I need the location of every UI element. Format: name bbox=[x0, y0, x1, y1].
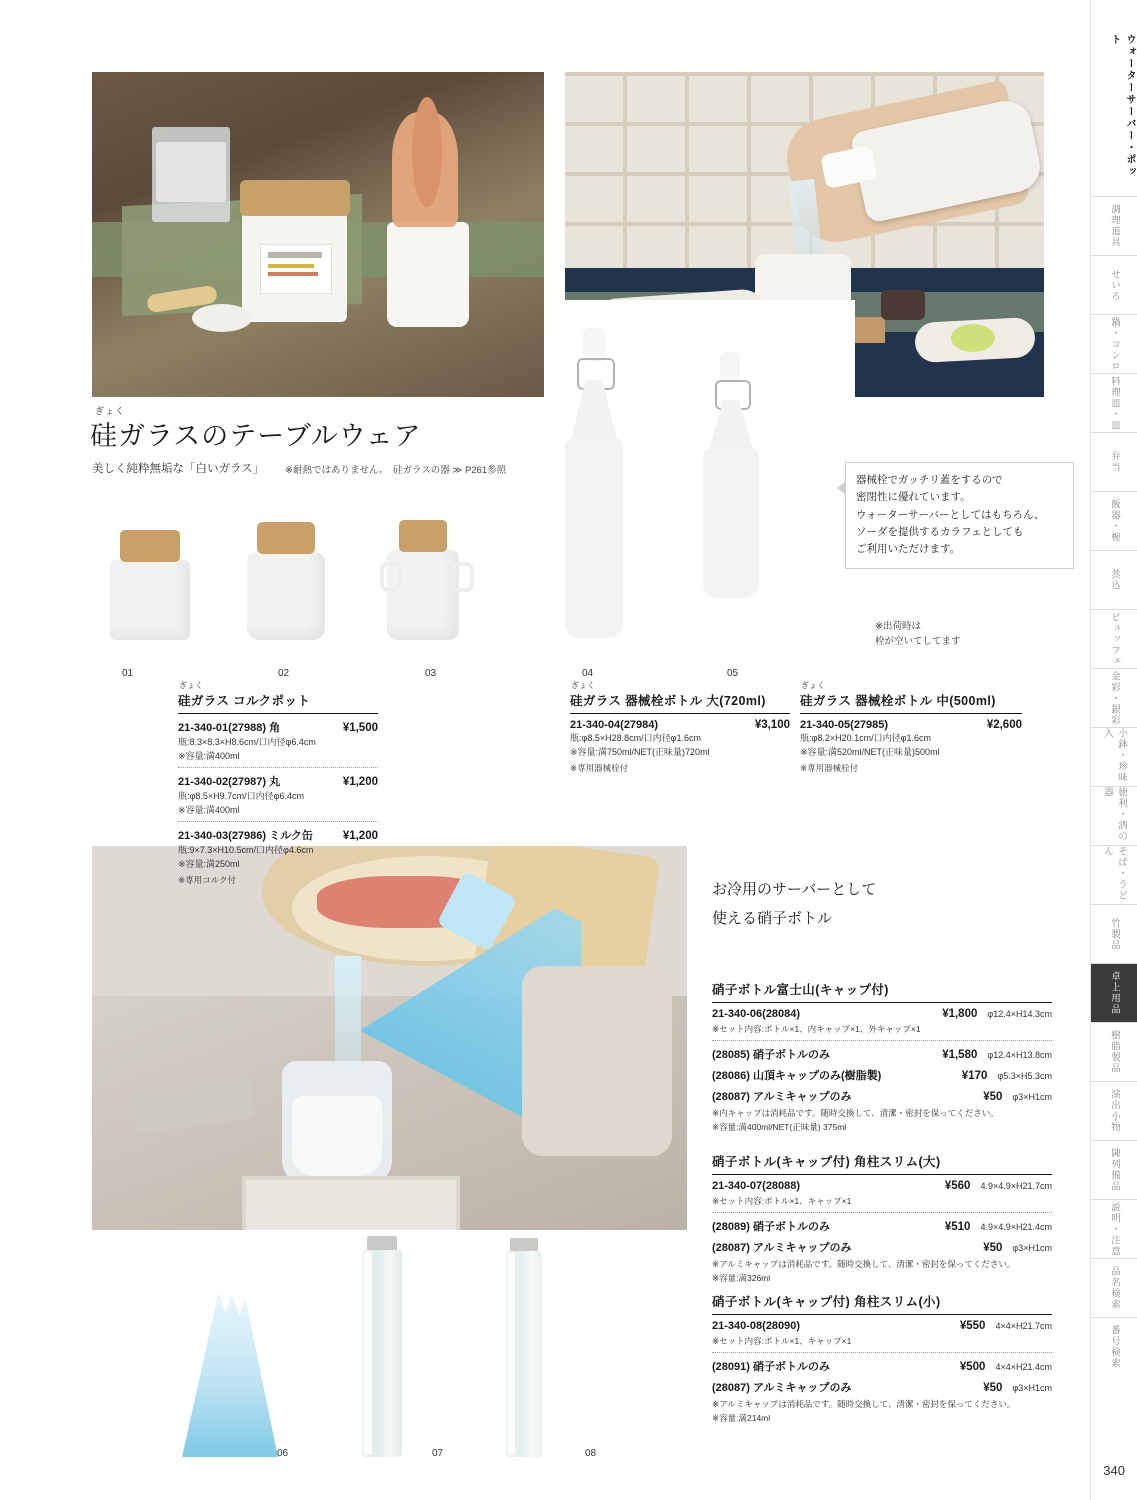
spec-corkpot-ruby: ぎょく bbox=[179, 681, 203, 690]
item-price: ¥500 bbox=[959, 1360, 986, 1373]
page-reference[interactable]: 硅ガラスの器 ≫ P261参照 bbox=[393, 465, 507, 476]
title-ruby: ぎょく bbox=[95, 406, 126, 416]
spec-kikaisen-large-ruby: ぎょく bbox=[571, 681, 595, 690]
table-row bbox=[712, 1180, 1052, 1192]
figure-label-01: 01 bbox=[122, 668, 134, 679]
rail-item-18[interactable]: 品名検索 bbox=[1091, 1258, 1137, 1317]
table-row bbox=[712, 1239, 1052, 1255]
item-dimension: 4.9×4.9×H21.7cm bbox=[980, 1181, 1052, 1191]
figure-label-06: 06 bbox=[277, 1448, 289, 1459]
item-price: ¥510 bbox=[944, 1220, 971, 1233]
item-price: ¥550 bbox=[959, 1320, 986, 1332]
callout-line-1: 器械栓でガッチリ蓋をするので bbox=[856, 474, 1003, 486]
item-code[interactable]: 21-340-08(28090) bbox=[712, 1320, 801, 1332]
item-code[interactable]: (28086) 山頂キャップのみ(樹脂製) bbox=[712, 1069, 882, 1082]
spec-kikaisen-medium-ruby: ぎょく bbox=[801, 681, 825, 690]
item-dimension: 4×4×H21.7cm bbox=[995, 1321, 1052, 1331]
rail-item-1[interactable]: せいろ bbox=[1091, 255, 1137, 314]
set-contents: ※セット内容:ボトル×1、内キャップ×1、外キャップ×1 bbox=[712, 1024, 921, 1034]
bottle-kakuchu-sho-title: 硝子ボトル(キャップ付) 角柱スリム(小) bbox=[712, 1295, 941, 1309]
item-price: ¥1,800 bbox=[942, 1008, 978, 1020]
table-row bbox=[178, 827, 378, 843]
item-price: ¥1,500 bbox=[342, 722, 378, 734]
rail-item-2[interactable]: 鍋・コンロ bbox=[1091, 314, 1137, 373]
spec-corkpot bbox=[178, 680, 378, 887]
set-contents: ※セット内容:ボトル×1、キャップ×1 bbox=[712, 1336, 852, 1346]
item-dimension: 瓶:9×7.3×H10.5cm/口内径φ4.6cm ※容量:満250ml bbox=[178, 845, 314, 869]
table-row bbox=[712, 1218, 1052, 1234]
spec-kikaisen-large-title: 硅ガラス 器械栓ボトル 大(720ml) bbox=[570, 694, 766, 708]
item-code[interactable]: 21-340-07(28088) bbox=[712, 1180, 801, 1192]
item-code[interactable]: (28087) アルミキャップのみ bbox=[712, 1381, 852, 1394]
rail-item-7[interactable]: ビュッフェ bbox=[1091, 609, 1137, 668]
item-dimension: 4.9×4.9×H21.4cm bbox=[980, 1221, 1052, 1232]
shipping-note-line-1: ※出荷時は bbox=[875, 621, 921, 632]
spec-kikaisen-large bbox=[570, 680, 790, 775]
item-price: ¥1,580 bbox=[942, 1048, 978, 1061]
item-code[interactable]: (28089) 硝子ボトルのみ bbox=[712, 1220, 830, 1233]
item-dimension: φ12.4×H13.8cm bbox=[987, 1049, 1052, 1060]
rail-item-12[interactable]: 竹製品 bbox=[1091, 904, 1137, 963]
item-dimension: 瓶:φ8.2×H20.1cm/口内径φ1.6cm ※容量:満520ml/NET(正味量)500ml bbox=[800, 733, 940, 757]
item-dimension: φ3×H1cm bbox=[1012, 1382, 1052, 1393]
item-price: ¥2,600 bbox=[986, 719, 1022, 731]
item-code[interactable]: 21-340-03(27986) ミルク缶 bbox=[178, 830, 313, 842]
item-price: ¥50 bbox=[983, 1241, 1003, 1254]
rail-item-17[interactable]: 説明・注意 bbox=[1091, 1199, 1137, 1258]
item-dimension: φ12.4×H14.3cm bbox=[987, 1009, 1052, 1019]
table-row bbox=[570, 719, 790, 731]
bottle-note-2: ※容量:満214ml bbox=[712, 1412, 771, 1423]
rail-item-8[interactable]: 金彩・銀彩 bbox=[1091, 668, 1137, 727]
photo-glass-bottles-lineup bbox=[92, 1230, 687, 1470]
rail-item-9[interactable]: 小鉢・珍味入 bbox=[1091, 727, 1137, 786]
item-code[interactable]: 21-340-04(27984) bbox=[570, 719, 659, 731]
item-dimension: 瓶:φ8.5×H28.8cm/口内径φ1.6cm ※容量:満750ml/NET(正味量)720ml bbox=[570, 733, 710, 757]
product-silhouettes-01-03 bbox=[92, 500, 547, 680]
lead-copy bbox=[712, 876, 876, 933]
item-price: ¥170 bbox=[961, 1069, 988, 1082]
rail-heading: ウォーターサーバー・ポット bbox=[1109, 34, 1135, 178]
bottle-note-1: ※アルミキャップは消耗品です。随時交換して、清潔・密封を保ってください。 bbox=[712, 1258, 1016, 1269]
bottle-note-2: ※容量:満400ml/NET(正味量) 375ml bbox=[712, 1121, 847, 1132]
photo-white-bottles bbox=[565, 300, 855, 692]
item-dimension: φ3×H1cm bbox=[1012, 1091, 1052, 1102]
table-row bbox=[712, 1008, 1052, 1020]
table-row bbox=[712, 1067, 1052, 1083]
table-row bbox=[712, 1046, 1052, 1062]
page-title: 硅ガラスのテーブルウェア bbox=[90, 421, 422, 451]
rail-item-14[interactable]: 樹脂製品 bbox=[1091, 1022, 1137, 1081]
bottle-kakuchu-dai-title: 硝子ボトル(キャップ付) 角柱スリム(大) bbox=[712, 1155, 941, 1169]
item-dimension: 4×4×H21.4cm bbox=[995, 1361, 1052, 1372]
table-row bbox=[178, 719, 378, 735]
lead-line-1: お冷用のサーバーとして bbox=[712, 882, 877, 898]
photo-blue-bottle-pouring bbox=[92, 846, 687, 1266]
photo-table-scene bbox=[92, 72, 544, 397]
table-row bbox=[712, 1088, 1052, 1104]
spec-corkpot-title: 硅ガラス コルクポット bbox=[178, 694, 311, 708]
spec-bottle-kakuchu-sho bbox=[712, 1292, 1052, 1424]
rail-item-0[interactable]: 調理道具 bbox=[1091, 196, 1137, 255]
rail-item-4[interactable]: 弁当 bbox=[1091, 432, 1137, 491]
item-price: ¥1,200 bbox=[342, 830, 378, 842]
table-row bbox=[712, 1358, 1052, 1374]
group-footnote: ※専用器械栓付 bbox=[570, 763, 629, 773]
item-code[interactable]: (28091) 硝子ボトルのみ bbox=[712, 1360, 830, 1373]
item-price: ¥560 bbox=[944, 1180, 971, 1192]
figure-label-03: 03 bbox=[425, 668, 437, 679]
rail-item-5[interactable]: 飯器・椀 bbox=[1091, 491, 1137, 550]
table-row bbox=[712, 1320, 1052, 1332]
rail-item-list bbox=[1091, 196, 1137, 1376]
callout-line-2: 密閉性に優れています。 bbox=[856, 491, 971, 504]
item-dimension: φ5.3×H5.3cm bbox=[997, 1070, 1052, 1081]
figure-label-08: 08 bbox=[585, 1448, 597, 1459]
rail-item-3[interactable]: 料理皿・皿 bbox=[1091, 373, 1137, 432]
bottle-fujisan-title: 硝子ボトル富士山(キャップ付) bbox=[712, 983, 889, 997]
rail-item-15[interactable]: 演出小物 bbox=[1091, 1081, 1137, 1140]
item-price: ¥50 bbox=[983, 1381, 1003, 1394]
bottle-note-1: ※アルミキャップは消耗品です。随時交換して、清潔・密封を保ってください。 bbox=[712, 1398, 1016, 1409]
item-price: ¥50 bbox=[983, 1090, 1003, 1103]
spec-kikaisen-medium-title: 硅ガラス 器械栓ボトル 中(500ml) bbox=[800, 694, 996, 708]
item-price: ¥1,200 bbox=[342, 776, 378, 788]
item-dimension: 瓶:8.3×8.3×H8.6cm/口内径φ6.4cm ※容量:満400ml bbox=[178, 737, 316, 761]
heat-note: ※耐熱ではありません。 bbox=[285, 465, 389, 476]
callout-line-5: ご利用いただけます。 bbox=[856, 543, 961, 556]
bottle-note-2: ※容量:満326ml bbox=[712, 1272, 771, 1283]
rail-item-11[interactable]: そば・うどん bbox=[1091, 845, 1137, 904]
item-code[interactable]: 21-340-06(28084) bbox=[712, 1008, 801, 1020]
item-dimension: 瓶:φ8.5×H9.7cm/口内径φ6.4cm ※容量:満400ml bbox=[178, 791, 304, 815]
item-code[interactable]: (28087) アルミキャップのみ bbox=[712, 1090, 852, 1103]
callout-line-4: ソーダを提供するカラフェとしても bbox=[856, 525, 1024, 538]
figure-label-04: 04 bbox=[582, 668, 594, 679]
callout-line-3: ウォーターサーバーとしてはもちろん、 bbox=[856, 508, 1045, 521]
rail-item-13[interactable]: 卓上用品 bbox=[1091, 963, 1137, 1022]
page-number: 340 bbox=[1103, 1463, 1125, 1478]
table-row bbox=[712, 1379, 1052, 1395]
bottle-note-1: ※内キャップは消耗品です。随時交換して、清潔・密封を保ってください。 bbox=[712, 1107, 999, 1118]
figure-label-05: 05 bbox=[727, 668, 739, 679]
shipping-note bbox=[875, 620, 961, 649]
set-contents: ※セット内容:ボトル×1、キャップ×1 bbox=[712, 1196, 852, 1206]
item-price: ¥3,100 bbox=[754, 719, 790, 731]
item-code[interactable]: (28087) アルミキャップのみ bbox=[712, 1241, 852, 1254]
shipping-note-line-2: 栓が空いてしてます bbox=[875, 635, 961, 647]
item-code[interactable]: 21-340-01(27988) 角 bbox=[178, 722, 281, 734]
figure-label-07: 07 bbox=[432, 1448, 444, 1459]
table-row bbox=[800, 719, 1022, 731]
rail-item-6[interactable]: 蒸込 bbox=[1091, 550, 1137, 609]
callout-box bbox=[845, 462, 1074, 569]
spec-kikaisen-medium bbox=[800, 680, 1022, 775]
table-row bbox=[178, 773, 378, 789]
item-code[interactable]: (28085) 硝子ボトルのみ bbox=[712, 1048, 830, 1061]
item-code[interactable]: 21-340-05(27985) bbox=[800, 719, 889, 731]
lead-line-2: 使える硝子ボトル bbox=[712, 910, 833, 927]
spec-bottle-fujisan bbox=[712, 980, 1052, 1133]
rail-item-19[interactable]: 番号検索 bbox=[1091, 1317, 1137, 1376]
item-code[interactable]: 21-340-02(27987) 丸 bbox=[178, 776, 281, 788]
group-footnote: ※専用器械栓付 bbox=[800, 763, 859, 773]
rail-item-10[interactable]: 徳利・酒の器 bbox=[1091, 786, 1137, 845]
figure-label-02: 02 bbox=[278, 668, 290, 679]
section-rail bbox=[1090, 0, 1137, 1500]
rail-item-16[interactable]: 陳列備品 bbox=[1091, 1140, 1137, 1199]
group-footnote: ※専用コルク付 bbox=[178, 875, 236, 885]
item-dimension: φ3×H1cm bbox=[1012, 1242, 1052, 1253]
spec-bottle-kakuchu-dai bbox=[712, 1152, 1052, 1284]
page-subtitle: 美しく純粋無垢な「白いガラス」 bbox=[92, 463, 265, 475]
